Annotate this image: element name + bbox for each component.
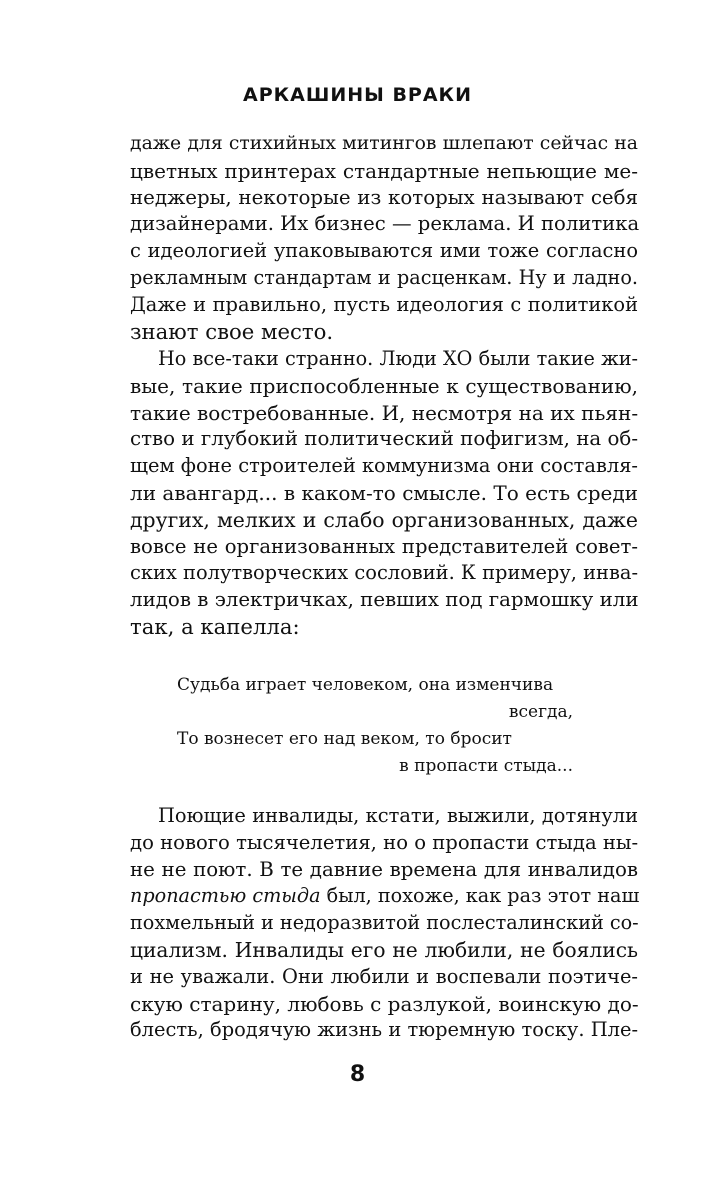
text-line: знают свое место. (130, 318, 334, 344)
italic-phrase: пропастью стыда (130, 884, 321, 908)
text-line: так, а капелла: (130, 613, 300, 639)
text-line-with-italic (130, 883, 638, 910)
text-line: Поющие инвалиды, кстати, выжили, дотянули (158, 804, 638, 827)
poem-line: Судьба играет человеком, она изменчива (177, 675, 554, 695)
text-line: скую старину, любовь с разлукой, воинскую до- (130, 991, 639, 1016)
poem-quote (177, 672, 573, 780)
paragraph-2 (130, 346, 638, 641)
text-line: вовсе не организованных представителей совет- (130, 534, 638, 558)
text-line: щем фоне строителей коммунизма они составля- (130, 454, 638, 478)
paragraph-1 (130, 131, 638, 345)
text-line: неджеры, некоторые из которых называют себя (130, 185, 638, 209)
text-line: Даже и правильно, пусть идеология с политикой (130, 292, 638, 316)
poem-line-continuation: всегда, (508, 702, 573, 722)
text-line: дизайнерами. Их бизнес — реклама. И политика (130, 212, 640, 236)
text-line: цветных принтерах стандартные непьющие ме- (130, 158, 638, 183)
page-number: 8 (349, 1062, 366, 1087)
text-line: ство и глубокий политический пофигизм, на об- (130, 427, 638, 451)
text-line: рекламным стандартам и расценкам. Ну и ладно. (130, 265, 638, 289)
text-line: других, мелких и слабо организованных, даже (130, 507, 638, 532)
text-line: и не уважали. Они любили и воспевали поэтиче- (130, 964, 638, 988)
text-run: был, похоже, как раз этот наш (320, 884, 640, 908)
poem-line-continuation: в пропасти стыда... (399, 756, 573, 776)
running-header: АРКАШИНЫ ВРАКИ (243, 84, 472, 106)
text-line: не не поют. В те давние времена для инвалидов (130, 857, 638, 881)
text-line: похмельный и недоразвитой послесталинский со- (130, 911, 639, 935)
text-line: лидов в электричках, певших под гармошку или (130, 588, 639, 612)
text-line: такие востребованные. И, несмотря на их пьян- (130, 400, 639, 425)
text-line: ли авангард... в каком-то смысле. То есть среди (130, 480, 638, 505)
text-line: ских полутворческих сословий. К примеру, инва- (130, 561, 638, 585)
paragraph-3 (130, 803, 638, 1044)
poem-line: То вознесет его над веком, то бросит (177, 729, 512, 749)
text-line: даже для стихийных митингов шлепают сейчас на (130, 133, 638, 154)
text-line: Но все-таки странно. Люди ХО были такие жи- (158, 347, 638, 370)
text-line: циализм. Инвалиды его не любили, не боялись (130, 937, 638, 962)
text-line: с идеологией упаковываются ими тоже согласно (130, 239, 638, 263)
text-line: вые, такие приспособленные к существованию, (130, 373, 638, 398)
text-line: блесть, бродячую жизнь и тюремную тоску. Пле- (130, 1018, 638, 1042)
text-line: до нового тысячелетия, но о пропасти стыда ны- (130, 830, 639, 854)
